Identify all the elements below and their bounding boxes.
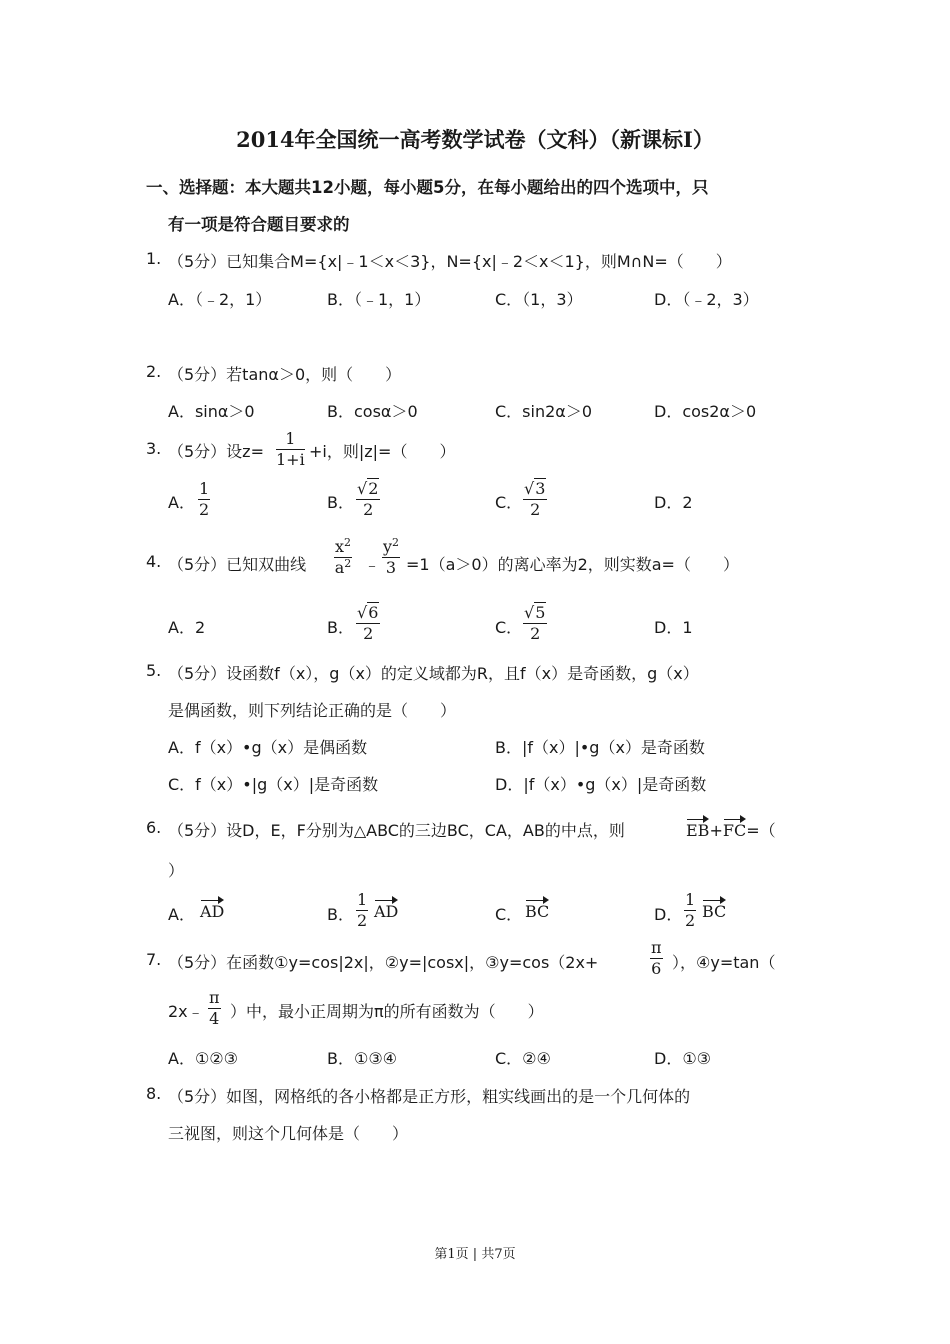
question-5-line1: （5分）设函数f（x），g（x）的定义域都为R，且f（x）是奇函数，g（x）: [168, 664, 699, 683]
var-a: a: [334, 558, 345, 577]
question-7-line1b: ），④y=tan（: [672, 953, 776, 972]
q3-option-c-label: C．: [495, 493, 523, 512]
denominator: 3: [385, 558, 397, 577]
section-heading-line1: 一、选择题：本大题共12小题，每小题5分，在每小题给出的四个选项中，只: [146, 178, 709, 197]
denominator: 2: [363, 500, 374, 519]
vector-bc: BC: [525, 902, 550, 921]
question-4-number: 4.: [146, 552, 162, 571]
q6-option-a-vector: [200, 902, 224, 921]
q7-option-d: D．①③: [654, 1049, 712, 1068]
vector-eb: EB: [686, 821, 710, 840]
denominator: 2: [685, 911, 696, 930]
q3-frac-numerator: 1: [285, 429, 296, 448]
q4-option-b-fraction: [356, 605, 380, 642]
q6-option-d-label: D．: [654, 905, 683, 924]
q3-option-c-fraction: [523, 481, 547, 518]
sqrt-numerator: √2: [357, 479, 379, 498]
q3-option-b-fraction: [356, 481, 380, 518]
numerator: 1: [685, 890, 696, 909]
q2-option-c: C．sin2α＞0: [495, 402, 593, 421]
question-1-text: （5分）已知集合M={x|﹣1＜x＜3}，N={x|﹣2＜x＜1}，则M∩N=（ ）: [168, 252, 732, 271]
radicand: 2: [368, 479, 379, 498]
question-8-line2: 三视图，则这个几何体是（ ）: [168, 1124, 409, 1143]
denominator: 4: [209, 1009, 220, 1028]
q4-minus: ﹣: [364, 555, 381, 574]
q5-option-a: A．f（x）•g（x）是偶函数: [168, 738, 368, 757]
q1-option-b: B．（﹣1，1）: [327, 290, 431, 309]
denominator: 2: [357, 911, 368, 930]
q3-option-b-label: B．: [327, 493, 354, 512]
denominator: 2: [530, 500, 541, 519]
q4-fraction-x: [334, 536, 352, 577]
q5-option-c: C．f（x）•|g（x）|是奇函数: [168, 775, 379, 794]
question-6-text: （5分）设D，E，F分别为△ABC的三边BC，CA，AB的中点，则: [168, 821, 625, 840]
q7-fraction-pi-4: [208, 990, 221, 1027]
q6-option-a-label: A．: [168, 905, 195, 924]
question-2-number: 2.: [146, 362, 162, 381]
q4-option-c-fraction: [523, 605, 547, 642]
q6-option-d-fraction: [684, 892, 696, 929]
sqrt-numerator: √5: [524, 603, 546, 622]
q1-option-c: C．（1，3）: [495, 290, 583, 309]
q5-option-b: B．|f（x）|•g（x）是奇函数: [495, 738, 705, 757]
q2-option-a: A．sinα＞0: [168, 402, 255, 421]
numerator: 1: [199, 479, 210, 498]
denominator: 2: [363, 624, 374, 643]
q4-option-d: D．1: [654, 618, 693, 637]
exponent: 2: [344, 557, 352, 570]
question-7-line2a: 2x﹣: [168, 1002, 204, 1021]
question-4-text-pre: （5分）已知双曲线: [168, 555, 307, 574]
q3-option-a-fraction: [198, 481, 210, 518]
sqrt-numerator: √3: [524, 479, 546, 498]
page-footer: 第1页 | 共7页: [434, 1247, 516, 1262]
q6-option-b-vector: [374, 902, 398, 921]
q4-option-c-label: C．: [495, 618, 523, 637]
q1-option-d: D．（﹣2，3）: [654, 290, 759, 309]
q4-fraction-y: [382, 536, 400, 577]
question-3-number: 3.: [146, 439, 162, 458]
vector-bc: BC: [702, 902, 727, 921]
vector-fc: FC: [722, 821, 747, 840]
numerator: 1: [357, 890, 368, 909]
q6-vector-expression: [686, 818, 776, 841]
vector-ad: AD: [200, 902, 225, 921]
q4-option-a: A．2: [168, 618, 206, 637]
sqrt-numerator: √6: [357, 603, 379, 622]
radicand: 3: [535, 479, 546, 498]
question-8-number: 8.: [146, 1084, 162, 1103]
q6-option-b-fraction: [356, 892, 368, 929]
exponent: 2: [344, 536, 352, 549]
q3-option-a-label: A．: [168, 493, 195, 512]
question-2-text: （5分）若tanα＞0，则（ ）: [168, 365, 402, 384]
denominator: 6: [651, 959, 662, 978]
question-5-line2: 是偶函数，则下列结论正确的是（ ）: [168, 701, 457, 720]
question-4-text-post: =1（a＞0）的离心率为2，则实数a=（ ）: [406, 555, 739, 574]
question-3-text-post: +i，则|z|=（ ）: [309, 442, 456, 461]
question-6-number: 6.: [146, 818, 162, 837]
question-5-number: 5.: [146, 661, 162, 680]
var-y: y: [383, 537, 393, 556]
numerator-pi: π: [209, 988, 220, 1007]
q1-option-a: A．（﹣2，1）: [168, 290, 272, 309]
q3-frac-denominator: 1+i: [276, 450, 305, 469]
q7-fraction-pi-6: [650, 940, 663, 977]
q7-option-a: A．①②③: [168, 1049, 238, 1068]
q4-option-b-label: B．: [327, 618, 354, 637]
vector-ad: AD: [374, 902, 399, 921]
q3-option-d: D．2: [654, 493, 693, 512]
question-6-line2: ）: [168, 861, 185, 880]
question-7-line2b: ）中，最小正周期为π的所有函数为（ ）: [230, 1002, 544, 1021]
denominator: 2: [530, 624, 541, 643]
q3-fraction: [276, 431, 305, 468]
radicand: 6: [368, 603, 379, 622]
q6-option-d-vector: [702, 902, 726, 921]
var-x: x: [335, 537, 345, 556]
q5-option-d: D．|f（x）•g（x）|是奇函数: [495, 775, 707, 794]
page-title: 2014年全国统一高考数学试卷（文科）（新课标Ⅰ）: [236, 127, 714, 152]
plus-sign: +: [709, 821, 723, 840]
exponent: 2: [392, 536, 400, 549]
section-heading-line2: 有一项是符合题目要求的: [168, 215, 350, 234]
q7-option-b: B．①③④: [327, 1049, 398, 1068]
q2-option-b: B．cosα＞0: [327, 402, 418, 421]
question-3-text-pre: （5分）设z=: [168, 442, 264, 461]
denominator: 2: [199, 500, 210, 519]
equals-paren: =（: [746, 821, 776, 840]
q2-option-d: D．cos2α＞0: [654, 402, 757, 421]
q7-option-c: C．②④: [495, 1049, 551, 1068]
numerator-pi: π: [651, 938, 662, 957]
radicand: 5: [535, 603, 546, 622]
q6-option-b-label: B．: [327, 905, 354, 924]
question-7-number: 7.: [146, 950, 162, 969]
question-8-line1: （5分）如图，网格纸的各小格都是正方形，粗实线画出的是一个几何体的: [168, 1087, 691, 1106]
q6-option-c-vector: [525, 902, 549, 921]
question-7-line1a: （5分）在函数①y=cos|2x|，②y=|cosx|，③y=cos（2x+: [168, 953, 599, 972]
q6-option-c-label: C．: [495, 905, 523, 924]
question-1-number: 1.: [146, 249, 162, 268]
